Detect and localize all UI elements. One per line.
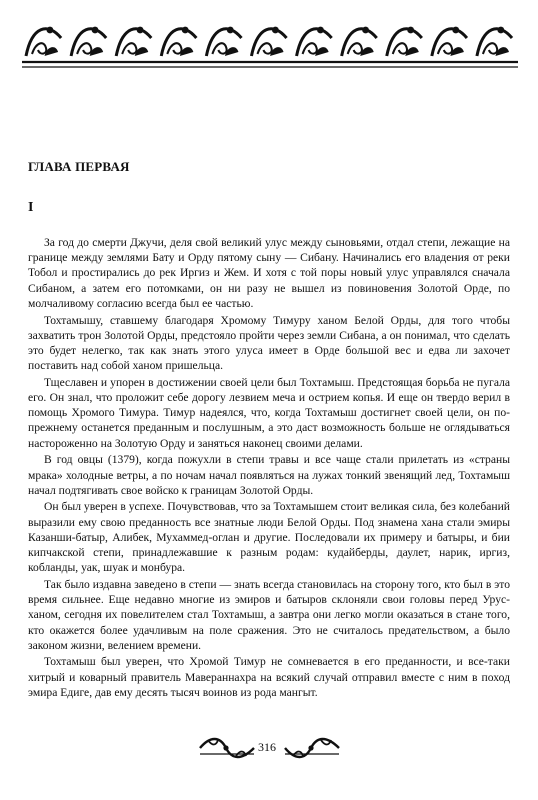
floral-footer-ornament-right bbox=[281, 734, 343, 762]
frieze-motif bbox=[116, 27, 151, 56]
floral-frieze-ornament bbox=[22, 16, 518, 72]
frieze-motif bbox=[342, 27, 377, 56]
floral-footer-ornament-left bbox=[196, 734, 258, 762]
chapter-title: ГЛАВА ПЕРВАЯ bbox=[28, 159, 130, 174]
frieze-motif bbox=[297, 27, 332, 56]
paragraph: Тщеславен и упорен в достижении своей цели был Тохтамыш. Предстоящая борьба не пугала его. Он знал, что проложит себе дорогу лезвием меча и острием копья. И еще он твердо верил в помощь Хромого Тимура. Тимур надеялся, что, когда Тохтамыш достигнет своей цели, он по-прежнему останется преданным и послушным, а это даст возможность больше не оглядываться настороженно на Золотую Орду и заняться наконец своими делами. bbox=[28, 375, 510, 450]
paragraph: За год до смерти Джучи, деля свой великий улус между сыновьями, отдал степи, лежащие на границе между землями Бату и Орду пятому сыну — Сибану. Начинались его владения от реки Тобол и простирались до рек Иргиз и Жем. И хотя с той поры новый улус управлялся сначала Сибаном, а затем его потомками, он ни разу не вышел из повиновения Золотой Орде, по молчаливому согласию всегда был ее частью. bbox=[28, 236, 510, 310]
paragraph: Так было издавна заведено в степи — знать всегда становилась на сторону того, кто был в это время сильнее. Еще недавно многие из эмиров и батыров склоняли свои головы перед Урус-ханом, сегодня их повелителем стал Тохтамыш, а завтра они легко могли оказаться в стане того, кто окажется более удачливым на поле сражения. Это не считалось предательством, а было законом жизни, велением времени. bbox=[28, 577, 510, 652]
frieze-motif bbox=[477, 27, 512, 56]
frieze-motif bbox=[26, 27, 61, 56]
paragraph: Тохтамыш был уверен, что Хромой Тимур не сомневается в его преданности, и все-таки хитрый и коварный правитель Мавераннахра на всякий случай отправил вместе с ним в поход эмира Едиге, дав ему десять тысяч воинов из рода мангыт. bbox=[28, 655, 510, 699]
chapter-body bbox=[28, 235, 510, 702]
frieze-motif bbox=[387, 27, 422, 56]
frieze-motif bbox=[206, 27, 241, 56]
paragraph: Тохтамышу, ставшему благодаря Хромому Тимуру ханом Белой Орды, для того чтобы захватить трон Золотой Орды, предстояло пройти через земли Сибана, а он понимал, что сделать это будет нелегко, так как знать этого улуса имеет в Орде большой вес и едва ли захочет поставить над собой ханом пришельца. bbox=[28, 313, 510, 373]
page-footer bbox=[0, 732, 538, 766]
frieze-motif bbox=[161, 27, 196, 56]
frieze-motif bbox=[71, 27, 106, 56]
frieze-motif bbox=[251, 27, 286, 56]
page-number: 316 bbox=[258, 740, 276, 754]
frieze-motif bbox=[432, 27, 467, 56]
paragraph: В год овцы (1379), когда пожухли в степи травы и все чаще стали прилетать из «страны мрака» холодные ветры, а по ночам начал появляться на лужах тонкий звенящий лед, Тохтамыш начал подтягивать свое войско к границам Золотой Орды. bbox=[28, 453, 510, 497]
section-number: I bbox=[28, 200, 34, 215]
paragraph: Он был уверен в успехе. Почувствовав, что за Тохтамышем стоит великая сила, без колебаний выразили ему свою преданность все знатные люди Белой Орды. Под знамена хана стали эмиры Казанши-батыр, Алибек, Мухаммед-оглан и другие. Последовали их примеру и батыры, и бии кипчакской степи, принадлежавшие к разным родам: кудайберды, даулет, нарик, иргиз, кобланды, уак, шуак и монбура. bbox=[28, 500, 510, 575]
